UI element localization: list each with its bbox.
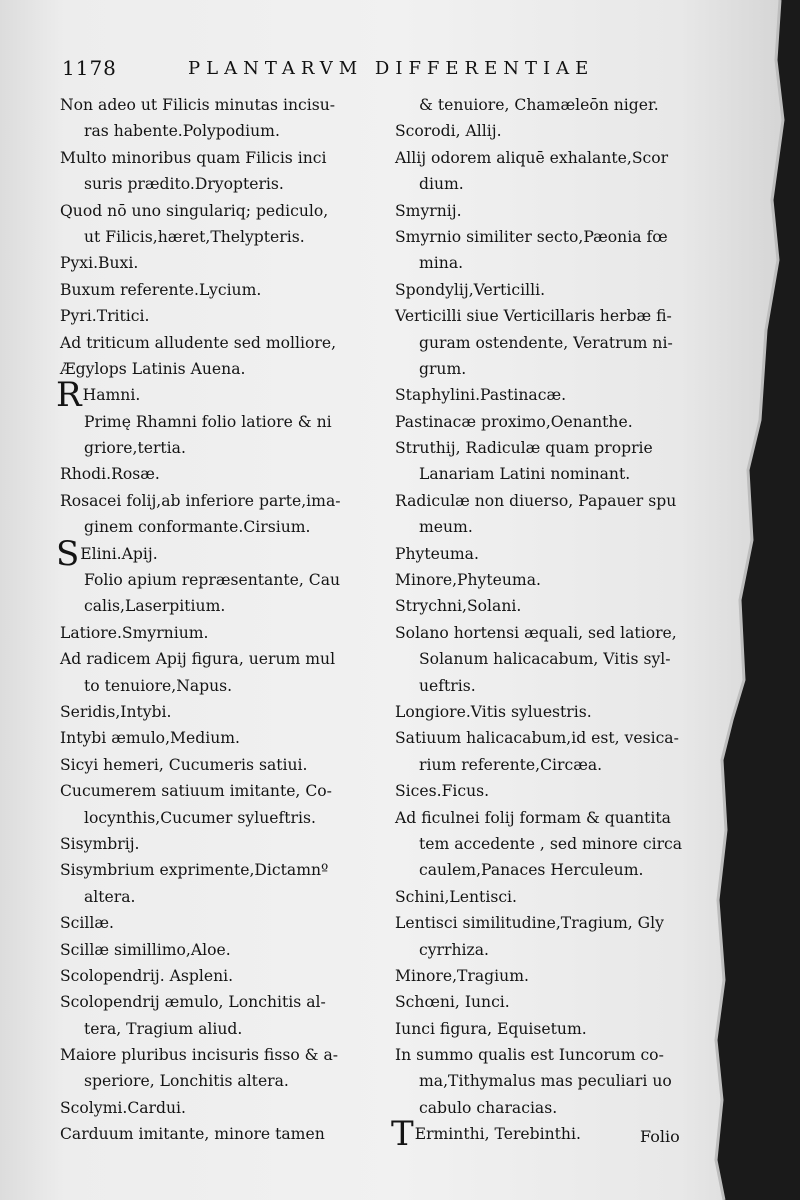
text-line [60, 963, 392, 989]
text-line [395, 567, 727, 593]
text-line [60, 118, 392, 144]
line-text: Ad radicem Apij figura, uerum mul [60, 650, 336, 669]
line-text: rium referente,Circæa. [419, 755, 603, 774]
text-line [60, 1121, 392, 1147]
text-line [395, 277, 727, 303]
line-text: caulem,Panaces Herculeum. [419, 861, 644, 880]
text-line [56, 375, 392, 416]
line-text: locynthis,Cucumer sylueftris. [84, 808, 316, 827]
running-title: PLANTARVM DIFFERENTIAE [188, 58, 595, 79]
line-text: Scolopendrij æmulo, Lonchitis al- [60, 993, 326, 1012]
line-text: Ad ficulnei folij formam & quantita [395, 808, 671, 827]
text-line [395, 461, 727, 487]
text-line [395, 488, 727, 514]
line-text: Strychni,Solani. [395, 597, 522, 616]
line-text: Ægylops Latinis Auena. [60, 359, 246, 378]
line-text: cyrrhiza. [419, 940, 489, 959]
line-text: Elini.Apij. [80, 544, 158, 563]
line-text: Scolymi.Cardui. [60, 1098, 186, 1117]
line-text: Lentisci similitudine,Tragium, Gly [395, 914, 664, 933]
line-text: Sisymbrium exprimente,Dictamnº [60, 861, 329, 880]
line-text: Schœni, Iunci. [395, 993, 510, 1012]
line-text: Struthij, Radiculæ quam proprie [395, 439, 653, 458]
line-text: Scillæ. [60, 914, 114, 933]
text-line [60, 646, 392, 672]
line-text: Latiore.Smyrnium. [60, 623, 209, 642]
line-text: to tenuiore,Napus. [84, 676, 233, 695]
text-line [60, 514, 392, 540]
text-line [395, 1042, 727, 1068]
text-line [395, 805, 727, 831]
line-text: ut Filicis,hæret,Thelypteris. [84, 227, 305, 246]
line-text: grum. [419, 359, 467, 378]
text-line [60, 805, 392, 831]
text-line [56, 533, 392, 574]
text-line [60, 884, 392, 910]
line-text: Quod nō uno singulariq; pediculo, [60, 201, 329, 220]
line-text: Radiculæ non diuerso, Papauer spu [395, 491, 677, 510]
text-line [60, 699, 392, 725]
text-line [395, 593, 727, 619]
text-line [60, 752, 392, 778]
text-line [395, 831, 727, 857]
line-text: Allij odorem aliquē exhalante,Scor [395, 148, 669, 167]
line-text: Non adeo ut Filicis minutas incisu- [60, 96, 336, 114]
text-line [395, 92, 727, 118]
text-line [60, 620, 392, 646]
text-line [395, 963, 727, 989]
drop-cap: S [56, 533, 80, 574]
text-line [60, 250, 392, 276]
text-line [60, 224, 392, 250]
left-column [56, 92, 392, 1148]
text-line [395, 303, 727, 329]
text-line [395, 382, 727, 408]
text-line [395, 514, 727, 540]
text-line [395, 778, 727, 804]
line-text: Smyrnio similiter secto,Pæonia fœ [395, 227, 668, 246]
line-text: Scorodi, Allij. [395, 122, 502, 141]
text-line [60, 673, 392, 699]
page-header [62, 56, 762, 86]
text-line [395, 409, 727, 435]
text-line [60, 1095, 392, 1121]
line-text: Rhodi.Rosæ. [60, 465, 160, 484]
text-line [395, 910, 727, 936]
line-text: Pyxi.Buxi. [60, 254, 139, 273]
text-line [60, 778, 392, 804]
text-line [60, 461, 392, 487]
text-line [60, 1068, 392, 1094]
text-line [395, 1068, 727, 1094]
line-text: In summo qualis est Iuncorum co- [395, 1046, 664, 1065]
text-line [60, 145, 392, 171]
line-text: ginem conformante.Cirsium. [84, 518, 311, 537]
line-text: tem accedente , sed minore circa [419, 834, 683, 853]
text-line [60, 409, 392, 435]
text-line [395, 330, 727, 356]
text-line [60, 831, 392, 857]
text-line [395, 857, 727, 883]
text-line [395, 435, 727, 461]
text-line [60, 593, 392, 619]
line-text: Multo minoribus quam Filicis inci [60, 148, 327, 167]
line-text: Seridis,Intybi. [60, 702, 172, 721]
text-line [395, 620, 727, 646]
text-line [60, 937, 392, 963]
text-line [395, 250, 727, 276]
text-line [395, 937, 727, 963]
line-text: Pyri.Tritici. [60, 307, 150, 326]
drop-cap: T [391, 1114, 414, 1155]
line-text: speriore, Lonchitis altera. [84, 1072, 289, 1091]
line-text: Intybi æmulo,Medium. [60, 729, 240, 748]
text-line [395, 884, 727, 910]
text-line [60, 303, 392, 329]
text-line [60, 910, 392, 936]
line-text: Iunci figura, Equisetum. [395, 1019, 587, 1038]
text-line [395, 356, 727, 382]
drop-cap: R [56, 375, 82, 416]
text-line [60, 330, 392, 356]
line-text: suris prædito.Dryopteris. [84, 175, 284, 194]
line-text: mina. [419, 254, 464, 273]
line-text: Spondylij,Verticilli. [395, 280, 546, 299]
line-text: Carduum imitante, minore tamen [60, 1125, 325, 1144]
text-line [60, 725, 392, 751]
line-text: Verticilli siue Verticillaris herbæ fi- [395, 307, 672, 326]
line-text: Cucumerem satiuum imitante, Co- [60, 782, 332, 801]
line-text: ueftris. [419, 676, 476, 695]
line-text: Minore,Phyteuma. [395, 571, 541, 590]
text-line [60, 989, 392, 1015]
text-line [60, 356, 392, 382]
line-text: Buxum referente.Lycium. [60, 280, 262, 299]
text-line [60, 435, 392, 461]
line-text: Phyteuma. [395, 544, 479, 563]
line-text: dium. [419, 175, 464, 194]
text-line [60, 277, 392, 303]
text-line [395, 1095, 727, 1121]
line-text: Erminthi, Terebinthi. [414, 1125, 581, 1144]
line-text: Maiore pluribus incisuris fisso & a- [60, 1046, 339, 1065]
text-line [395, 541, 727, 567]
line-text: Primę Rhamni folio latiore & ni [84, 412, 332, 431]
line-text: Pastinacæ proximo,Oenanthe. [395, 412, 633, 431]
line-text: Satiuum halicacabum,id est, vesica- [395, 729, 679, 748]
line-text: guram ostendente, Veratrum ni- [419, 333, 673, 352]
line-text: Ad triticum alludente sed molliore, [60, 333, 337, 352]
line-text: Schini,Lentisci. [395, 887, 517, 906]
text-line [60, 1016, 392, 1042]
page-number: 1178 [62, 56, 117, 80]
line-text: griore,tertia. [84, 439, 186, 458]
catchword: Folio [640, 1127, 680, 1146]
text-line [60, 567, 392, 593]
line-text: ras habente.Polypodium. [84, 122, 280, 141]
line-text: Longiore.Vitis syluestris. [395, 702, 592, 721]
text-line [395, 752, 727, 778]
line-text: Scillæ simillimo,Aloe. [60, 940, 231, 959]
text-line [395, 118, 727, 144]
line-text: calis,Laserpitium. [84, 597, 226, 616]
line-text: Lanariam Latini nominant. [419, 465, 631, 484]
text-line [395, 699, 727, 725]
line-text: Rosacei folij,ab inferiore parte,ima- [60, 491, 341, 510]
text-line [395, 646, 727, 672]
text-line [60, 92, 392, 118]
line-text: cabulo characias. [419, 1098, 558, 1117]
text-line [395, 725, 727, 751]
line-text: Solano hortensi æquali, sed latiore, [395, 623, 677, 642]
text-line [395, 1016, 727, 1042]
line-text: Scolopendrij. Aspleni. [60, 966, 234, 985]
text-line [395, 171, 727, 197]
line-text: Sisymbrij. [60, 834, 140, 853]
text-line [395, 145, 727, 171]
line-text: & tenuiore, Chamæleōn niger. [419, 96, 659, 114]
line-text: Staphylini.Pastinacæ. [395, 386, 567, 405]
line-text: Minore,Tragium. [395, 966, 529, 985]
text-line [60, 488, 392, 514]
text-line [395, 989, 727, 1015]
right-column [391, 92, 727, 1155]
text-line [395, 224, 727, 250]
text-line [60, 198, 392, 224]
text-line [395, 198, 727, 224]
line-text: Hamni. [82, 386, 141, 405]
line-text: Folio apium repræsentante, Cau [84, 571, 341, 590]
text-line [60, 1042, 392, 1068]
line-text: Solanum halicacabum, Vitis syl- [419, 650, 671, 669]
line-text: altera. [84, 887, 136, 906]
text-line [60, 171, 392, 197]
text-line [60, 857, 392, 883]
line-text: Smyrnij. [395, 201, 462, 220]
line-text: meum. [419, 518, 473, 537]
line-text: Sices.Ficus. [395, 782, 490, 801]
line-text: Sicyi hemeri, Cucumeris satiui. [60, 755, 308, 774]
line-text: tera, Tragium aliud. [84, 1019, 243, 1038]
text-line [395, 673, 727, 699]
line-text: ma,Tithymalus mas peculiari uo [419, 1072, 672, 1091]
